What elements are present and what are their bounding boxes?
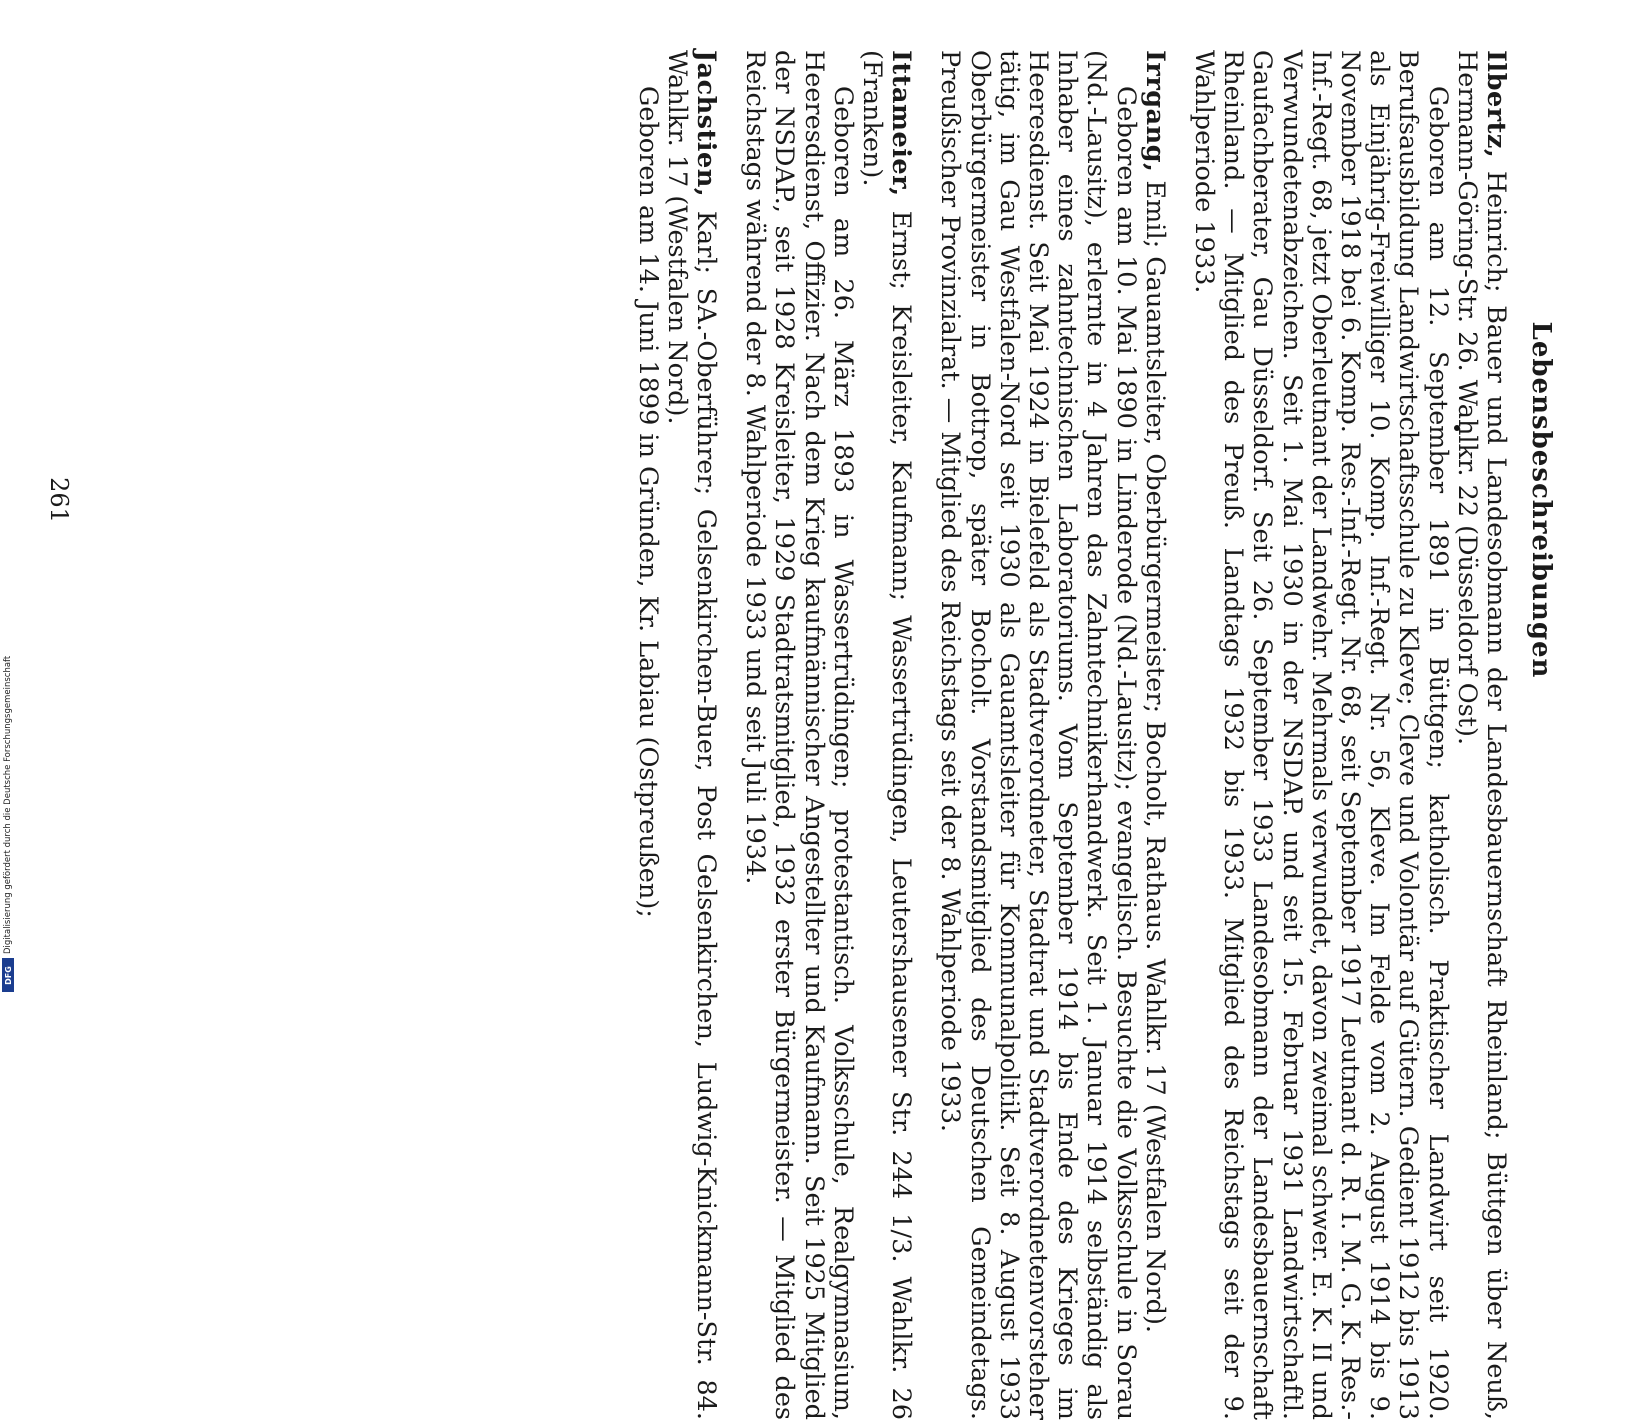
entry-lead-text: Heinrich; Bauer und Landesobmann der Landesbauernschaft Rheinland; Büttgen über Neuß, Hermann-Göring-Str. 26. Wahlkr. 22 (Düsseldorf Ost). — [1451, 50, 1511, 1420]
entry-heading — [1452, 50, 1510, 1420]
biography-entry — [740, 50, 915, 1420]
running-head: Lebensbeschreibungen — [1526, 321, 1556, 679]
entry-heading — [662, 50, 720, 1420]
dfg-logo-text: DFG — [3, 965, 13, 985]
entry-body: Geboren am 12. September 1891 in Büttgen; katholisch. Praktischer Landwirt seit 1920. Berufsausbildung Landwirtschaftsschule zu Kleve; Cleve und Volontär auf Gütern. Gedient 1912 bis 1913 als Einjährig-Freiwilliger 10. Komp. Inf.-Regt. Nr. 56, Kleve. Im Felde vom 2. August 1914 bis 9. November 1918 bei 6. Komp. Res.-Inf.-Regt. Nr. 68, seit September 1917 Leutnant d. R. I. M. G. K. Res.-Inf.-Regt. 68, jetzt Oberleutnant der Landwehr. Mehrmals verwundet, davon zweimal schwer. E. K. II und Verwundetenabzeichen. Seit 1. Mai 1930 in der NSDAP. und seit 15. Februar 1931 Landwirtschaftl. Gaufachberater, Gau Düsseldorf. Seit 26. September 1933 Landesobmann der Landesbauernschaft Rheinland. — Mitglied des Preuß. Landtags 1932 bis 1933. Mitglied des Reichstags seit der 9. Wahlperiode 1933. — [1188, 50, 1453, 1420]
entry-body: Geboren am 10. Mai 1890 in Linderode (Nd.-Lausitz); evangelisch. Besuchte die Volksschule in Sorau (Nd.-Lausitz), erlernte in 4 Jahren das Zahntechnikerhandwerk. Seit 1. Januar 1914 selbständig als Inhaber eines zahntechnischen Laboratoriums. Vom September 1914 bis Ende des Krieges im Heeresdienst. Seit Mai 1924 in Bielefeld als Stadtverordneter, Stadtrat und Stadtverordnetenvorsteher tätig, im Gau Westfalen-Nord seit 1930 als Gauamtsleiter für Kommunalpolitik. Seit 8. August 1933 Oberbürgermeister in Bottrop, später Bocholt. Vorstandsmitglied des Deutschen Gemeindetags. Preußischer Provinzialrat. — Mitglied des Reichstags seit der 8. Wahlperiode 1933. — [935, 50, 1141, 1420]
entry-lead-text: Ernst; Kreisleiter, Kaufmann; Wassertrüdingen, Leutershausener Str. 244 1/3. Wahlkr. 26 (Franken). — [856, 50, 917, 1420]
biography-entry — [1189, 50, 1510, 1420]
entry-surname: Ilbertz, — [1481, 50, 1511, 159]
credit-text: Digitalisierung gefördert durch die Deutsche Forschungsgemeinschaft — [3, 655, 13, 954]
entry-surname: Irrgang, — [1139, 50, 1170, 173]
entry-body: Geboren am 14. Juni 1899 in Gründen, Kr. Labiau (Ostpreußen); — [632, 86, 663, 918]
dfg-logo — [2, 958, 14, 992]
biography-column — [612, 50, 1510, 1420]
page-number: 261 — [45, 477, 73, 523]
entry-lead-text: Emil; Gauamtsleiter, Oberbürgermeister; Bocholt, Rathaus. Wahlkr. 17 (Westfalen Nord). — [1139, 172, 1170, 1334]
entry-heading — [857, 50, 915, 1420]
entry-lead-text: Karl; SA.-Oberführer; Gelsenkirchen-Buer, Post Gelsenkirchen, Ludwig-Knickmann-Str. 84. Wahlkr. 17 (Westfalen Nord). — [661, 50, 721, 1420]
entry-surname: Ittameier, — [886, 50, 917, 197]
entry-heading — [1140, 50, 1169, 1420]
biography-entry — [935, 50, 1169, 1420]
entry-body: Geboren am 26. März 1893 in Wassertrüdingen; protestantisch. Volksschule, Realgymnasium, Heeresdienst, Offizier. Nach dem Krieg kaufmännischer Angestellter und Kaufmann. Seit 1925 Mitglied der NSDAP., seit 1928 Kreisleiter, 1929 Stadtratsmitglied, 1932 erster Bürgermeister. — Mitglied des Reichstags während der 8. Wahlperiode 1933 und seit Juli 1934. — [740, 50, 858, 1420]
digitization-credit — [2, 584, 14, 954]
entry-surname: Jachstien, — [690, 50, 721, 198]
biography-entry — [632, 50, 720, 1420]
